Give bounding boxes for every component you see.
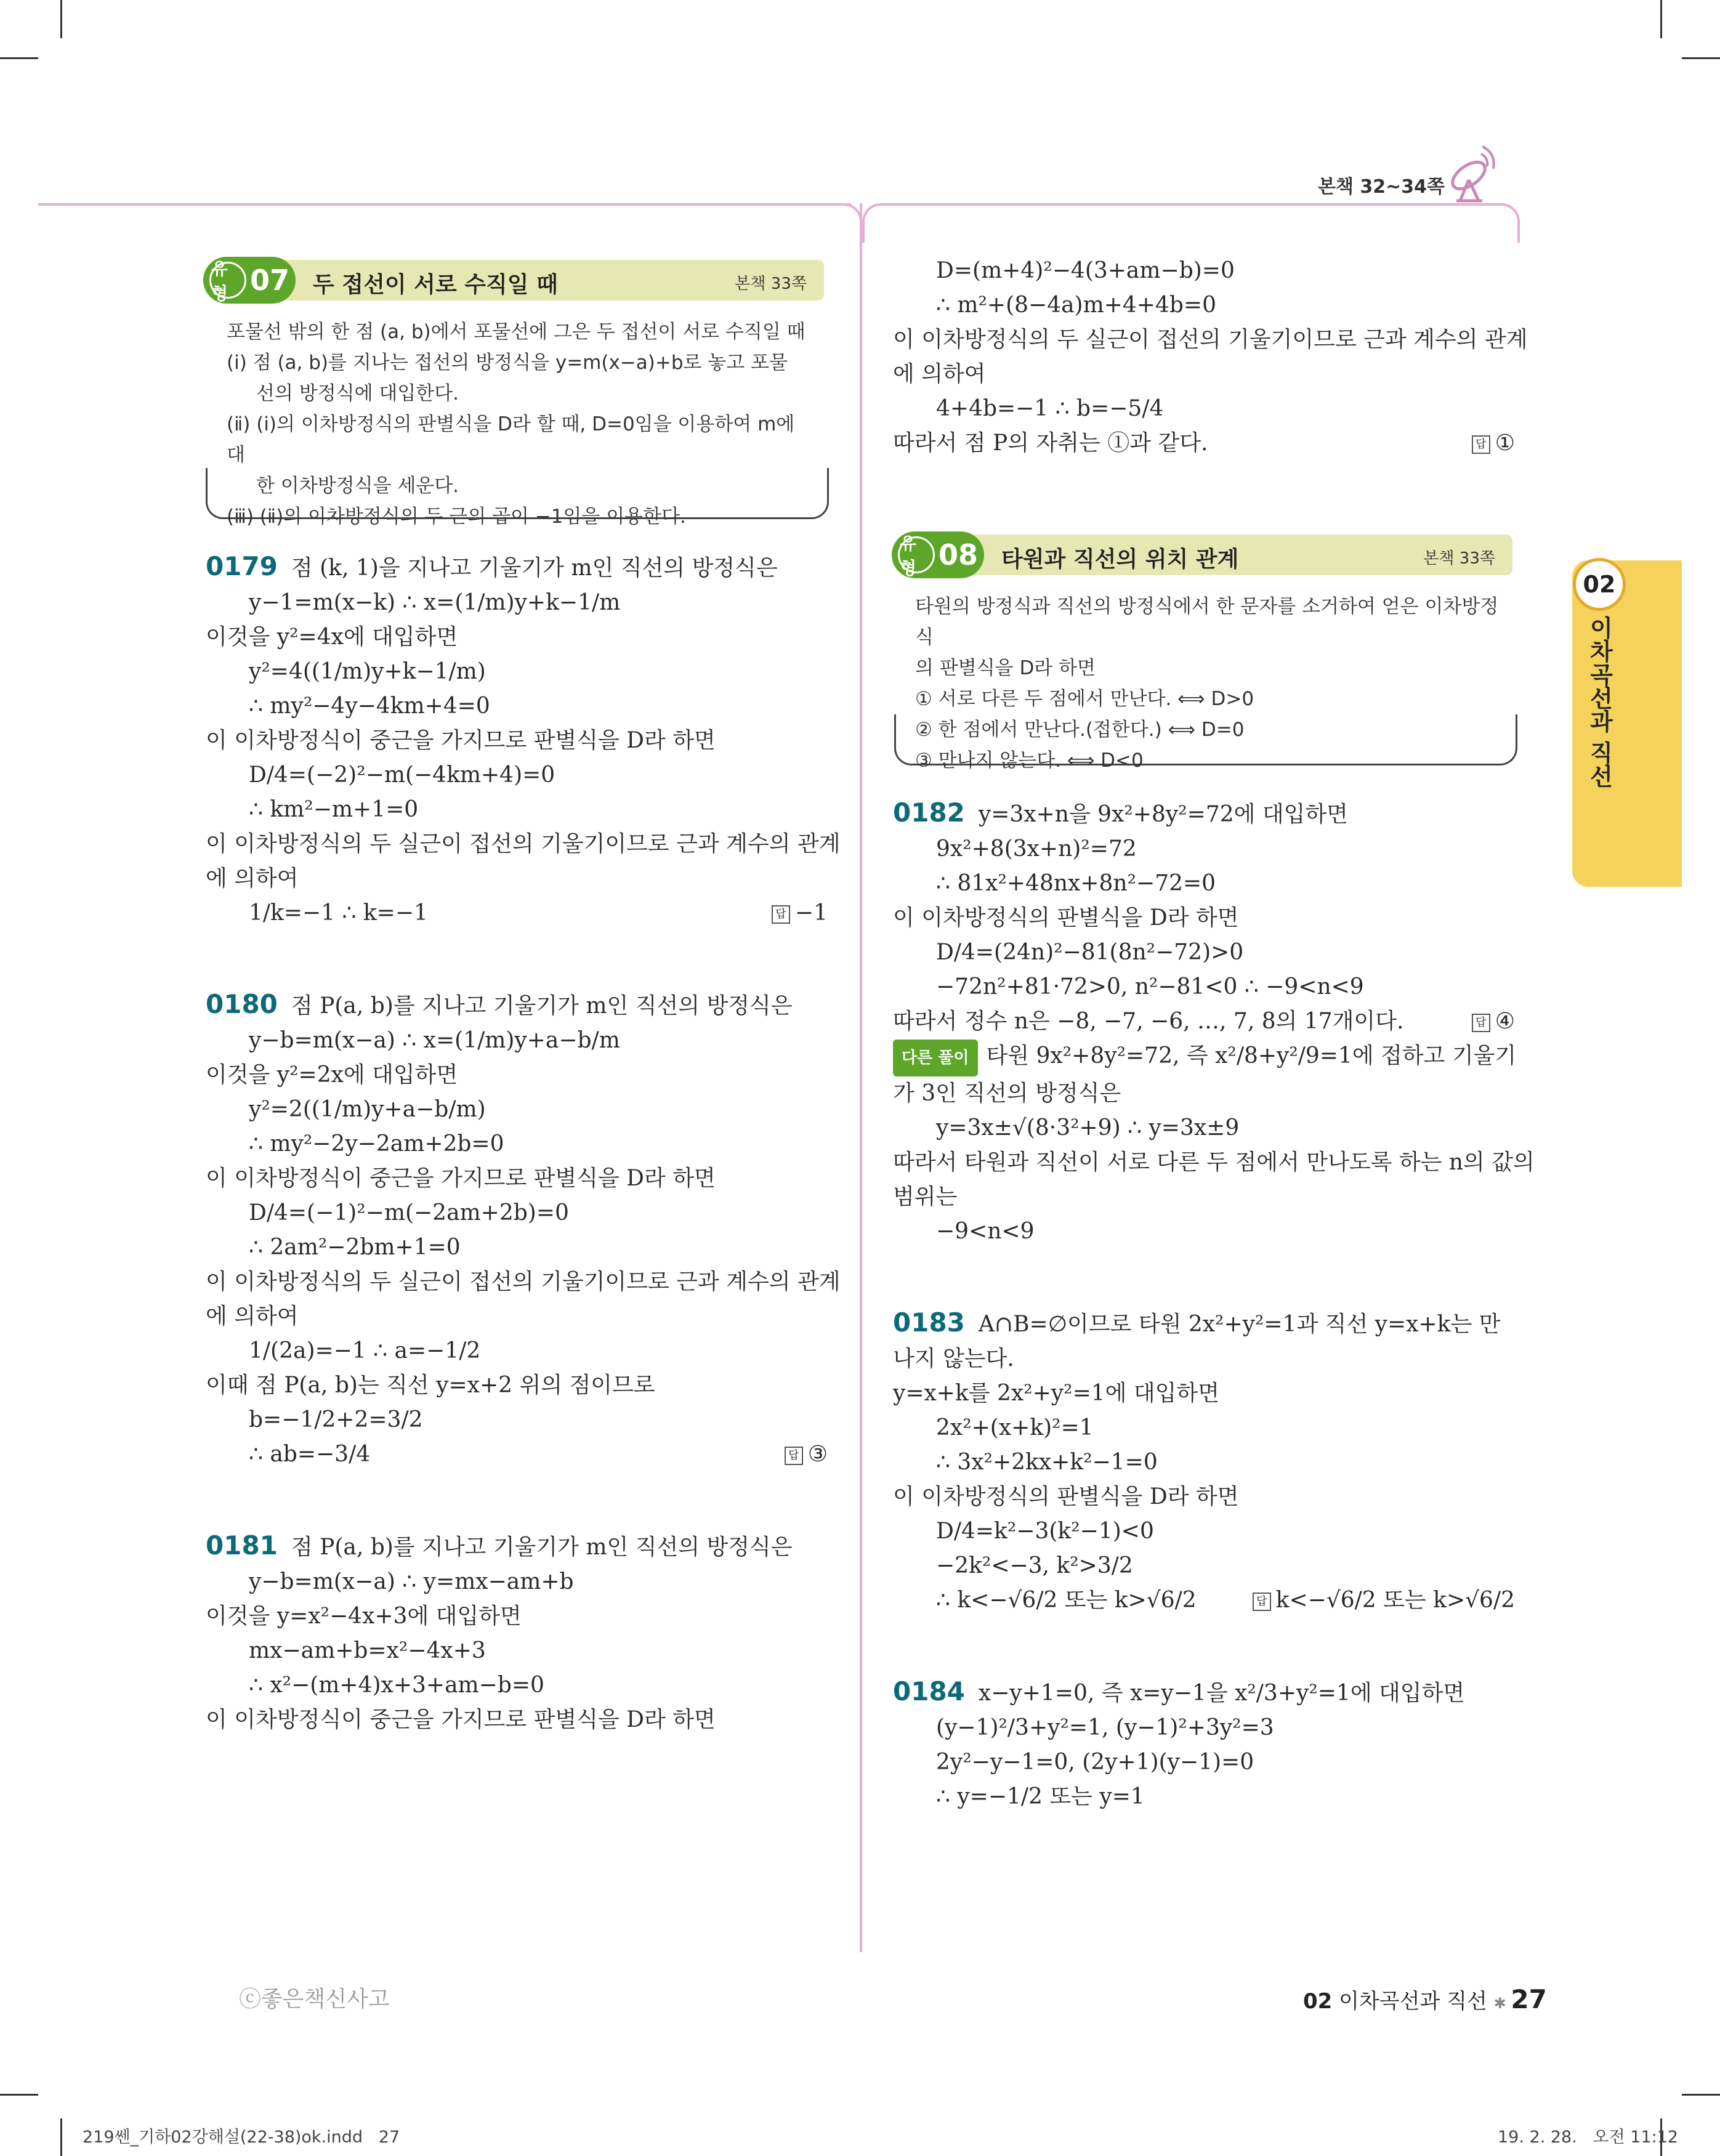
answer: [1472, 1004, 1515, 1039]
column-divider: [860, 203, 862, 1952]
line-text: 에 의하여: [206, 866, 299, 891]
right-column-top: [893, 254, 1528, 461]
solution-line: [206, 689, 828, 724]
type08-line: ② 한 점에서 만난다.(접한다.) ⟺ D=0: [915, 719, 1245, 741]
spacer: [206, 1472, 828, 1525]
footer-chapter-title: 이차곡선과 직선: [1339, 1989, 1487, 2014]
answer-icon: 답: [785, 1447, 803, 1465]
line-text: y−1=m(x−k) ∴ x=(1/m)y+k−1/m: [249, 590, 621, 615]
solution-line: [206, 1230, 828, 1265]
solution-line: [206, 1528, 828, 1565]
satellite-icon: [1444, 142, 1500, 206]
solution-line: [206, 1299, 828, 1334]
solution-line: [893, 1780, 1515, 1814]
line-text: 따라서 타원과 직선이 서로 다른 두 점에서 만나도록 하는 n의 값의: [893, 1150, 1535, 1175]
line-text: y−b=m(x−a) ∴ x=(1/m)y+a−b/m: [249, 1028, 620, 1053]
problem-number: 0182: [893, 797, 965, 828]
line-text: 1/(2a)=−1 ∴ a=−1/2: [249, 1338, 481, 1363]
line-text: 이 이차방정식이 중근을 가지므로 판별식을 D라 하면: [206, 728, 716, 753]
line-text: 이 이차방정식이 중근을 가지므로 판별식을 D라 하면: [206, 1707, 716, 1732]
answer-value: ③: [807, 1442, 828, 1467]
type08-line: 타원의 방정식과 직선의 방정식에서 한 문자를 소거하여 얻은 이차방정식: [915, 596, 1499, 648]
line-text: ∴ 2am²−2bm+1=0: [249, 1235, 461, 1260]
type08-number: 08: [938, 538, 978, 571]
solution-line: [206, 1161, 828, 1196]
solution-line: [893, 970, 1515, 1004]
line-text: 범위는: [893, 1184, 958, 1209]
solution-line: [206, 758, 828, 793]
problem-number: 0183: [893, 1307, 965, 1338]
answer-value: ④: [1495, 1009, 1515, 1034]
footer-publisher: ⓒ좋은책신사고: [239, 1987, 390, 2012]
line-text: 2x²+(x+k)²=1: [936, 1415, 1094, 1440]
line-text: 4+4b=−1 ∴ b=−5/4: [936, 396, 1164, 421]
line-text: (y−1)²/3+y²=1, (y−1)²+3y²=3: [936, 1715, 1274, 1740]
solution-line: [893, 288, 1515, 323]
line-text: 9x²+8(3x+n)²=72: [936, 836, 1137, 862]
header-page-ref: 본책 32~34쪽: [1318, 176, 1445, 198]
line-text: D/4=(24n)²−81(8n²−72)>0: [936, 940, 1244, 965]
left-column: [206, 546, 841, 1737]
line-text: D/4=k²−3(k²−1)<0: [936, 1519, 1154, 1544]
answer-icon: 답: [1253, 1593, 1271, 1611]
answer-icon: 답: [772, 905, 790, 924]
type07-title: 두 접선이 서로 수직일 때: [313, 272, 558, 297]
type08-title: 타원과 직선의 위치 관계: [1001, 547, 1239, 572]
solution-line: [206, 1437, 828, 1472]
solution-line: [206, 1023, 828, 1058]
answer-icon: 답: [1472, 435, 1490, 454]
line-text: x−y+1=0, 즉 x=y−1을 x²/3+y²=1에 대입하면: [978, 1681, 1465, 1706]
line-text: 이것을 y²=4x에 대입하면: [206, 624, 458, 650]
line-text: D/4=(−1)²−m(−2am+2b)=0: [249, 1200, 569, 1225]
type08-line: ① 서로 다른 두 점에서 만난다. ⟺ D>0: [915, 688, 1254, 710]
type08-line: ③ 만나지 않는다. ⟺ D<0: [915, 749, 1144, 772]
line-text: ∴ my²−4y−4km+4=0: [249, 693, 490, 719]
solution-line: [893, 1445, 1515, 1480]
solution-line: [206, 655, 828, 689]
type07-header: [208, 259, 824, 304]
line-text: 이 이차방정식의 판별식을 D라 하면: [893, 905, 1239, 931]
type08-badge-label: 유형: [898, 536, 935, 573]
solution-line: [206, 987, 828, 1023]
solution-line: [893, 832, 1515, 866]
solution-line: [206, 1334, 828, 1368]
solution-line: [893, 935, 1515, 970]
line-text: 따라서 점 P의 자취는 ①과 같다.: [893, 430, 1208, 456]
line-text: y=x+k를 2x²+y²=1에 대입하면: [893, 1381, 1219, 1406]
crop-mark: [60, 0, 62, 38]
solution-line: [893, 1745, 1515, 1780]
header-rule-left: [38, 203, 851, 206]
type07-line: (ⅱ) (ⅰ)의 이차방정식의 판별식을 D라 할 때, D=0임을 이용하여 m에 대: [227, 413, 795, 466]
solution-line: [206, 1703, 828, 1737]
solution-line: [206, 1265, 841, 1299]
line-text: ∴ 81x²+48nx+8n²−72=0: [936, 871, 1216, 896]
line-text: 이 이차방정식의 두 실근이 접선의 기울기이므로 근과 계수의 관계: [206, 831, 841, 857]
header-rule-right: [862, 203, 1520, 243]
problem-number: 0184: [893, 1676, 965, 1706]
solution-line: [206, 1565, 828, 1599]
solution-line: [893, 1076, 1515, 1111]
line-text: ∴ y=−1/2 또는 y=1: [936, 1784, 1145, 1809]
crop-mark: [0, 2094, 38, 2096]
footer-chapter-num: 02: [1303, 1989, 1333, 2014]
problem-number: 0180: [206, 989, 278, 1019]
problem-number: 0179: [206, 551, 278, 581]
footer-chapter: [1303, 1984, 1547, 2014]
solution-line: [893, 1376, 1515, 1411]
line-text: −2k²<−3, k²>3/2: [936, 1553, 1133, 1578]
line-text: 이 이차방정식의 두 실근이 접선의 기울기이므로 근과 계수의 관계: [893, 327, 1528, 352]
footer-date: 19. 2. 28. 오전 11:12: [1498, 2128, 1679, 2147]
type07-body: [227, 317, 818, 532]
solution-line: [893, 1711, 1515, 1745]
solution-line: [206, 1127, 828, 1161]
solution-line: [206, 1599, 828, 1634]
type08-ref: 본책 33쪽: [1423, 549, 1495, 568]
answer-value: −1: [794, 900, 828, 926]
solution-line: [206, 549, 828, 586]
alt-solution-label: 다른 풀이: [893, 1040, 978, 1076]
solution-line: [206, 827, 841, 862]
solution-line: [206, 1368, 828, 1403]
crop-mark: [60, 2118, 62, 2156]
crop-mark: [1660, 0, 1662, 38]
solution-line: [206, 1058, 828, 1092]
type07-ref: 본책 33쪽: [735, 275, 807, 293]
line-text: D/4=(−2)²−m(−4km+4)=0: [249, 762, 555, 788]
crop-mark: [0, 57, 38, 59]
line-text: 타원 9x²+8y²=72, 즉 x²/8+y²/9=1에 접하고 기울기: [986, 1043, 1517, 1068]
line-text: ∴ x²−(m+4)x+3+am−b=0: [249, 1673, 544, 1698]
type08-body: [915, 591, 1506, 776]
line-text: 이 이차방정식의 두 실근이 접선의 기울기이므로 근과 계수의 관계: [206, 1269, 841, 1294]
solution-line: [893, 1111, 1515, 1145]
solution-line: [893, 323, 1528, 357]
solution-line: [893, 1549, 1515, 1583]
solution-line: [206, 620, 828, 655]
header-rule-left-curve: [838, 203, 862, 230]
line-text: 점 P(a, b)를 지나고 기울기가 m인 직선의 방정식은: [291, 1535, 793, 1560]
line-text: 이때 점 P(a, b)는 직선 y=x+2 위의 점이므로: [206, 1373, 655, 1398]
solution-line: [206, 862, 828, 896]
crop-mark: [1682, 57, 1720, 59]
line-text: y²=4((1/m)y+k−1/m): [249, 659, 486, 684]
line-text: y²=2((1/m)y+a−b/m): [249, 1097, 486, 1122]
answer: [772, 896, 828, 931]
line-text: ∴ m²+(8−4a)m+4+4b=0: [936, 293, 1216, 318]
line-text: D=(m+4)²−4(3+am−b)=0: [936, 258, 1235, 283]
chapter-side-number: 02: [1573, 558, 1626, 611]
answer: [1472, 426, 1515, 461]
type07-badge-label: 유형: [209, 262, 246, 299]
line-text: 이것을 y²=2x에 대입하면: [206, 1062, 458, 1088]
solution-line: [893, 1039, 1515, 1076]
solution-line: [893, 1214, 1515, 1249]
line-text: y−b=m(x−a) ∴ y=mx−am+b: [249, 1569, 574, 1594]
crop-mark: [1682, 2094, 1720, 2096]
type07-line: (ⅰ) 점 (a, b)를 지나는 접선의 방정식을 y=m(x−a)+b로 놓고 포물: [227, 352, 788, 374]
solution-line: [893, 901, 1515, 935]
line-text: ∴ ab=−3/4: [249, 1442, 371, 1467]
line-text: ∴ k<−√6/2 또는 k>√6/2: [936, 1588, 1197, 1613]
line-text: A∩B=∅이므로 타원 2x²+y²=1과 직선 y=x+k는 만: [978, 1312, 1501, 1337]
type07-badge: [203, 257, 296, 304]
solution-line: [206, 1092, 828, 1127]
solution-line: [206, 724, 828, 758]
type07-line: 한 이차방정식을 세운다.: [256, 475, 459, 497]
solution-line: [206, 1668, 828, 1703]
line-text: ∴ 3x²+2kx+k²−1=0: [936, 1450, 1158, 1475]
line-text: 점 (k, 1)을 지나고 기울기가 m인 직선의 방정식은: [291, 555, 778, 581]
line-text: 점 P(a, b)를 지나고 기울기가 m인 직선의 방정식은: [291, 993, 793, 1019]
solution-line: [893, 796, 1515, 832]
spacer: [206, 931, 828, 983]
solution-line: [893, 1411, 1515, 1445]
footer-file: 219쎈_기하02강해설(22-38)ok.indd 27: [83, 2128, 400, 2147]
type08-header: [897, 533, 1512, 578]
type08-badge: [892, 531, 984, 578]
answer-icon: 답: [1472, 1014, 1490, 1032]
solution-line: [893, 1306, 1515, 1342]
line-text: ∴ km²−m+1=0: [249, 797, 419, 822]
solution-line: [893, 254, 1515, 288]
line-text: 가 3인 직선의 방정식은: [893, 1081, 1121, 1106]
solution-line: [206, 793, 828, 827]
solution-line: [206, 1196, 828, 1230]
type08-line: 의 판별식을 D라 하면: [915, 657, 1096, 679]
spacer: [893, 1249, 1515, 1302]
line-text: 이것을 y=x²−4x+3에 대입하면: [206, 1604, 522, 1629]
solution-line: [206, 586, 828, 620]
solution-line: [206, 1634, 828, 1668]
answer-value: ①: [1495, 430, 1515, 456]
answer: [785, 1437, 828, 1472]
line-text: 에 의하여: [206, 1304, 299, 1329]
answer-value: k<−√6/2 또는 k>√6/2: [1275, 1588, 1515, 1613]
line-text: −9<n<9: [936, 1219, 1035, 1244]
solution-line: [893, 1180, 1515, 1214]
line-text: y=3x±√(8·3²+9) ∴ y=3x±9: [936, 1115, 1240, 1141]
problem-number: 0181: [206, 1530, 278, 1560]
footer-star-icon: ✱: [1493, 1995, 1511, 2012]
line-text: −72n²+81·72>0, n²−81<0 ∴ −9<n<9: [936, 974, 1364, 999]
solution-line: [893, 1145, 1535, 1180]
solution-line: [893, 866, 1515, 901]
type07-line: (ⅲ) (ⅱ)의 이차방정식의 두 근의 곱이 −1임을 이용한다.: [227, 506, 686, 528]
footer-page: 27: [1511, 1984, 1547, 2014]
spacer: [893, 1618, 1515, 1671]
type07-line: 포물선 밖의 한 점 (a, b)에서 포물선에 그은 두 접선이 서로 수직일 때: [227, 321, 805, 343]
solution-line: [893, 1583, 1515, 1618]
solution-line: [893, 1674, 1515, 1711]
line-text: 나지 않는다.: [893, 1346, 1014, 1371]
solution-line: [206, 896, 828, 931]
solution-line: [206, 1403, 828, 1437]
line-text: ∴ my²−2y−2am+2b=0: [249, 1131, 504, 1157]
solution-line: [893, 1342, 1515, 1376]
line-text: y=3x+n을 9x²+8y²=72에 대입하면: [978, 802, 1348, 827]
line-text: 에 의하여: [893, 361, 986, 387]
line-text: 이 이차방정식이 중근을 가지므로 판별식을 D라 하면: [206, 1166, 716, 1191]
right-column-bottom: [893, 792, 1535, 1814]
line-text: 이 이차방정식의 판별식을 D라 하면: [893, 1484, 1239, 1509]
answer: [1253, 1583, 1515, 1618]
solution-line: [893, 426, 1515, 461]
line-text: 따라서 정수 n은 −8, −7, −6, …, 7, 8의 17개이다.: [893, 1009, 1404, 1034]
solution-line: [893, 1514, 1515, 1549]
line-text: b=−1/2+2=3/2: [249, 1407, 423, 1432]
type07-line: 선의 방정식에 대입한다.: [256, 382, 459, 405]
line-text: mx−am+b=x²−4x+3: [249, 1638, 486, 1663]
solution-line: [893, 1480, 1515, 1514]
line-text: 2y²−y−1=0, (2y+1)(y−1)=0: [936, 1750, 1254, 1775]
type07-number: 07: [249, 264, 289, 297]
solution-line: [893, 357, 1515, 392]
line-text: 1/k=−1 ∴ k=−1: [249, 900, 428, 926]
solution-line: [893, 1004, 1515, 1039]
solution-line: [893, 392, 1515, 426]
chapter-side-title: 이차곡선과 직선: [1586, 616, 1613, 788]
